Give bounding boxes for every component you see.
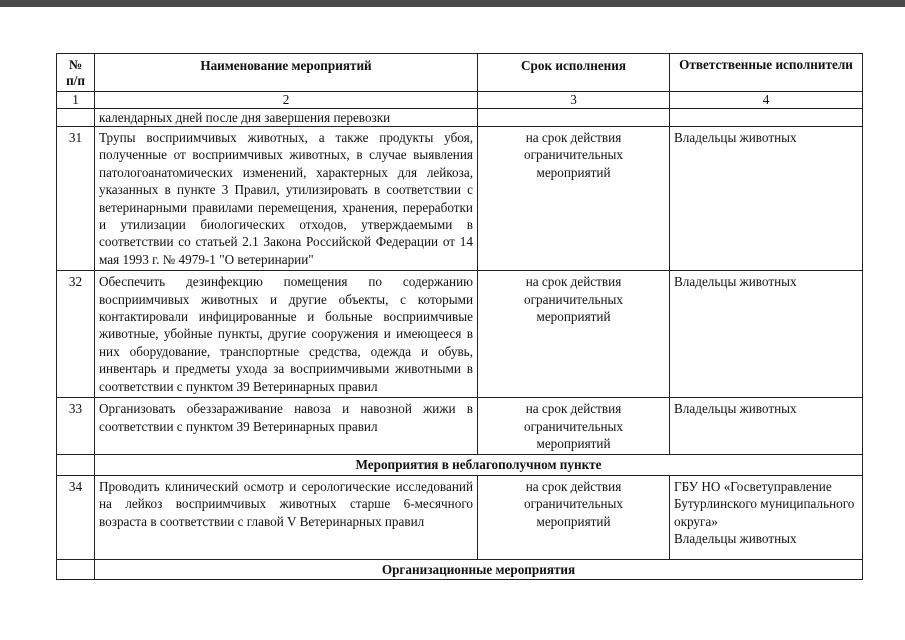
row-measure: Проводить клинический осмотр и серологические исследований на лейкоз восприимчивых животных старше 6-месячного возраста в соответствии с главой V Ветеринарных правил bbox=[95, 475, 478, 559]
header-deadline: Срок исполнения bbox=[478, 54, 670, 92]
row-responsible: Владельцы животных bbox=[670, 398, 863, 455]
row-responsible: Владельцы животных bbox=[670, 127, 863, 271]
row-responsible: Владельцы животных bbox=[670, 271, 863, 398]
row-deadline: на срок действия ограничительных мероприятий bbox=[478, 398, 670, 455]
row-measure: Обеспечить дезинфекцию помещения по содержанию восприимчивых животных и другие объекты, с которыми контактировали инфицированные и больные восприимчивые животные, убойные пункты, другие сооружения и имеющееся в них оборудование, транспортные средства, одежда и обувь, инвентарь и предметы ухода за восприимчивыми животными в соответствии с пунктом 39 Ветеринарных правил bbox=[95, 271, 478, 398]
table-row bbox=[57, 475, 863, 559]
index-cell: 3 bbox=[478, 92, 670, 109]
continuation-text: календарных дней после дня завершения перевозки bbox=[95, 109, 478, 127]
row-number: 34 bbox=[57, 475, 95, 559]
row-deadline: на срок действия ограничительных мероприятий bbox=[478, 271, 670, 398]
column-index-row bbox=[57, 92, 863, 109]
row-deadline: на срок действия ограничительных мероприятий bbox=[478, 475, 670, 559]
header-responsible: Ответственные исполнители bbox=[670, 54, 863, 92]
section-row bbox=[57, 559, 863, 579]
responsible-agency: ГБУ НО «Госветуправление Бутурлинского муниципального округа» bbox=[674, 478, 855, 529]
row-measure: Организовать обеззараживание навоза и навозной жижи в соответствии с пунктом 39 Ветеринарных правил bbox=[95, 398, 478, 455]
continuation-num bbox=[57, 109, 95, 127]
section-row bbox=[57, 455, 863, 475]
responsible-owners: Владельцы животных bbox=[674, 530, 797, 546]
index-cell: 2 bbox=[95, 92, 478, 109]
continuation-responsible bbox=[670, 109, 863, 127]
row-responsible bbox=[670, 475, 863, 559]
table-row bbox=[57, 271, 863, 398]
continuation-deadline bbox=[478, 109, 670, 127]
row-number: 31 bbox=[57, 127, 95, 271]
row-deadline: на срок действия ограничительных мероприятий bbox=[478, 127, 670, 271]
page-top-border bbox=[0, 0, 905, 7]
continuation-row bbox=[57, 109, 863, 127]
header-number: № п/п bbox=[57, 54, 95, 92]
header-name: Наименование мероприятий bbox=[95, 54, 478, 92]
row-measure: Трупы восприимчивых животных, а также продукты убоя, полученные от восприимчивых животных, в случае выявления патологоанатомических изменений, характерных для лейкоза, указанных в пункте 3 Правил, утилизировать в соответствии с ветеринарными правилами перемещения, хранения, переработки и утилизации биологических отходов, утверждаемыми в соответствии со статьей 2.1 Закона Российской Федерации от 14 мая 1993 г. № 4979-1 "О ветеринарии" bbox=[95, 127, 478, 271]
section-title: Мероприятия в неблагополучном пункте bbox=[95, 455, 863, 475]
section-num bbox=[57, 559, 95, 579]
table-row bbox=[57, 398, 863, 455]
table-row bbox=[57, 127, 863, 271]
measures-table-wrapper bbox=[56, 53, 862, 580]
row-number: 33 bbox=[57, 398, 95, 455]
table-header-row bbox=[57, 54, 863, 92]
row-number: 32 bbox=[57, 271, 95, 398]
index-cell: 1 bbox=[57, 92, 95, 109]
section-title: Организационные мероприятия bbox=[95, 559, 863, 579]
index-cell: 4 bbox=[670, 92, 863, 109]
measures-table bbox=[56, 53, 863, 580]
section-num bbox=[57, 455, 95, 475]
